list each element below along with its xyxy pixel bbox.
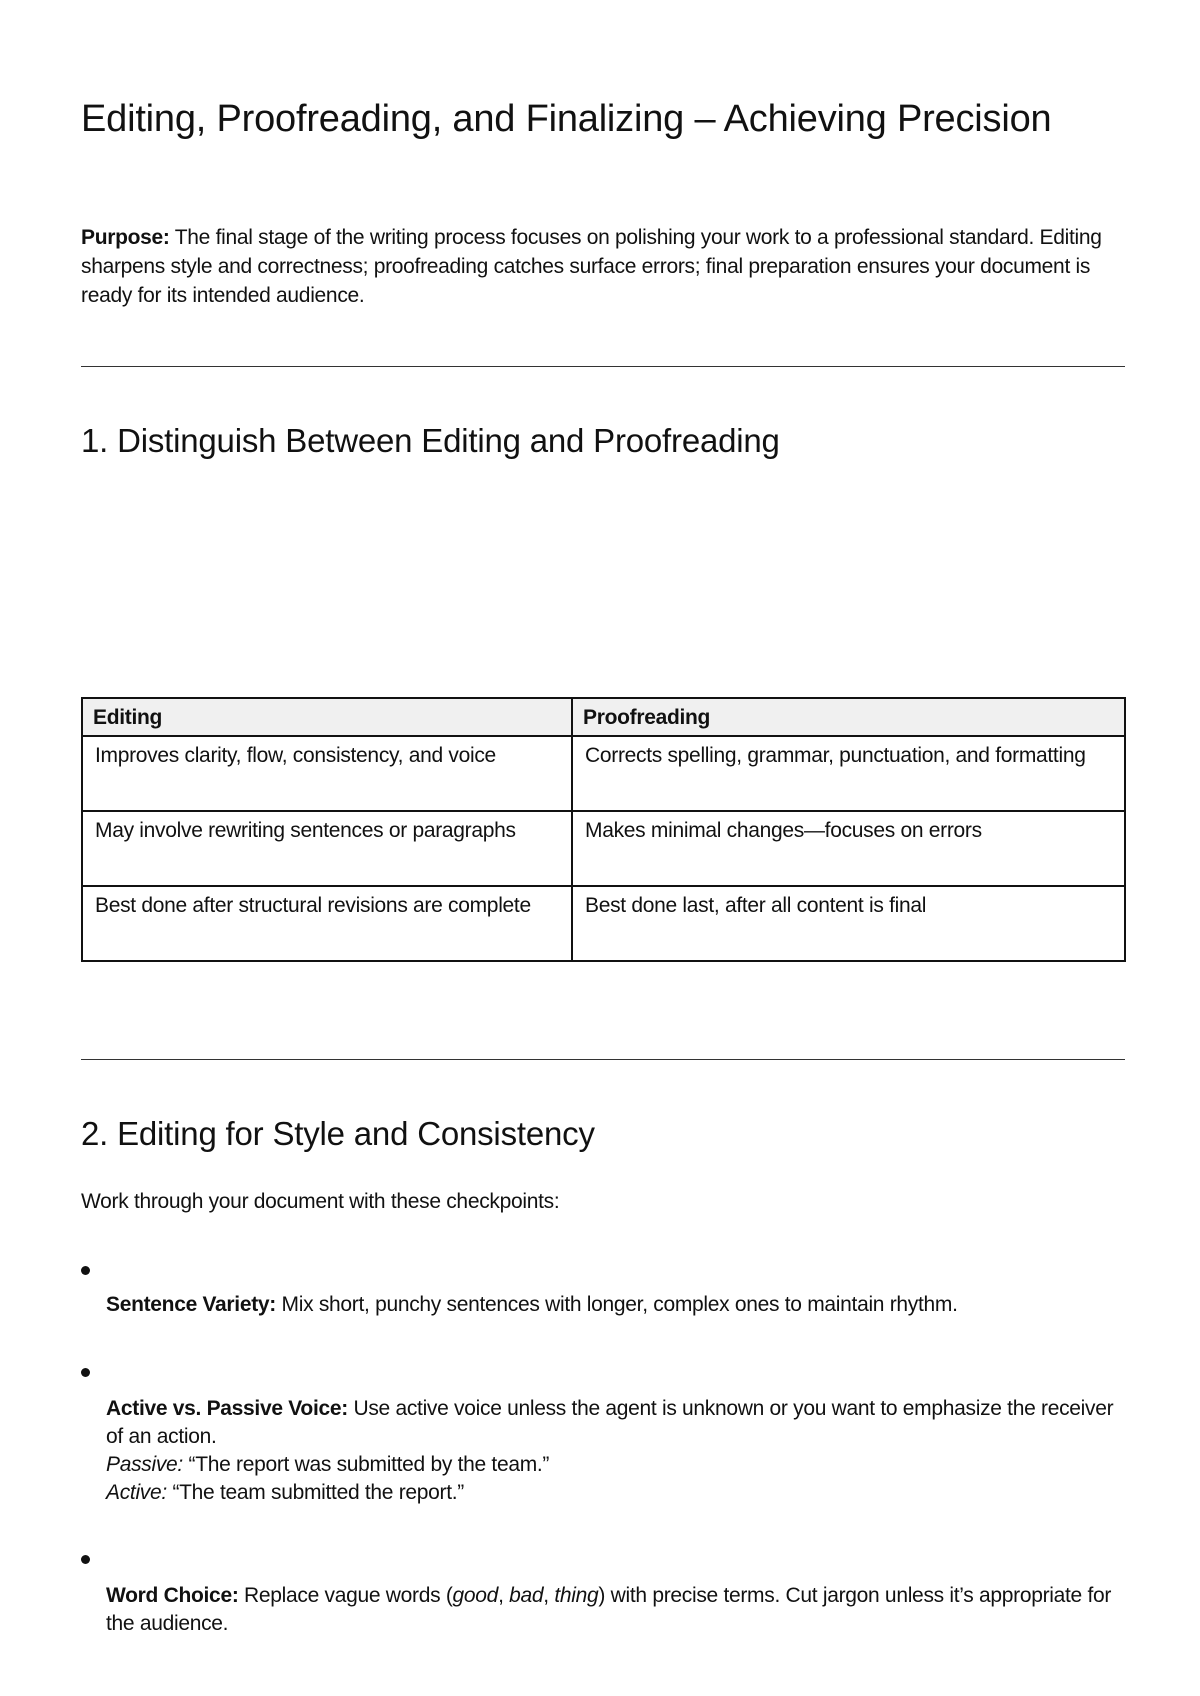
table-row	[82, 886, 1125, 961]
table-row	[82, 811, 1125, 886]
bullet-text: Mix short, punchy sentences with longer, complex ones to maintain rhythm.	[276, 1293, 958, 1316]
bullet-dot-icon	[81, 1266, 90, 1275]
table-cell: Best done after structural revisions are complete	[82, 886, 572, 961]
page-title: Editing, Proofreading, and Finalizing – Achieving Precision	[81, 98, 1052, 140]
passive-example-label: Passive:	[106, 1453, 183, 1476]
purpose-paragraph	[81, 223, 1125, 310]
table-header-proofreading: Proofreading	[572, 698, 1125, 736]
separator: ,	[498, 1584, 510, 1607]
section-2-intro: Work through your document with these checkpoints:	[81, 1190, 560, 1213]
table-cell: Corrects spelling, grammar, punctuation, and formatting	[572, 736, 1125, 811]
bullet-dot-icon	[81, 1555, 90, 1564]
bullet-text: Replace vague words (	[238, 1584, 453, 1607]
passive-example: “The report was submitted by the team.”	[182, 1453, 550, 1476]
table-row	[82, 736, 1125, 811]
horizontal-divider	[81, 366, 1125, 367]
section-2-heading: 2. Editing for Style and Consistency	[81, 1115, 595, 1152]
vague-word-example: thing	[554, 1584, 599, 1607]
purpose-label: Purpose:	[81, 226, 170, 249]
table-cell: Makes minimal changes—focuses on errors	[572, 811, 1125, 886]
table-cell: May involve rewriting sentences or paragraphs	[82, 811, 572, 886]
table-header-row	[82, 698, 1125, 736]
document-page	[81, 0, 1125, 1696]
active-example: “The team submitted the report.”	[166, 1481, 464, 1504]
separator: ,	[543, 1584, 555, 1607]
comparison-table	[81, 697, 1126, 962]
bullet-text: ) with precise terms. Cut jargon unless it’s appropriate for the audience.	[106, 1584, 1112, 1635]
table-cell: Improves clarity, flow, consistency, and voice	[82, 736, 572, 811]
horizontal-divider	[81, 1059, 1125, 1060]
bullet-label: Word Choice:	[106, 1584, 239, 1607]
table-cell: Best done last, after all content is final	[572, 886, 1125, 961]
vague-word-example: good	[452, 1584, 499, 1607]
bullet-label: Active vs. Passive Voice:	[106, 1397, 348, 1420]
bullet-active-passive-voice	[106, 1395, 1126, 1507]
section-1-heading: 1. Distinguish Between Editing and Proofreading	[81, 422, 780, 459]
bullet-label: Sentence Variety:	[106, 1293, 276, 1316]
bullet-dot-icon	[81, 1368, 90, 1377]
vague-word-example: bad	[509, 1584, 544, 1607]
table-header-editing: Editing	[82, 698, 572, 736]
active-example-label: Active:	[106, 1481, 167, 1504]
bullet-word-choice	[106, 1582, 1126, 1638]
bullet-text: Use active voice unless the agent is unknown or you want to emphasize the receiver of an action.	[106, 1397, 1114, 1448]
purpose-text: The final stage of the writing process focuses on polishing your work to a professional standard. Editing sharpens style and correctness; proofreading catches surface errors; final preparation ensures your document is ready for its intended audience.	[81, 226, 1102, 307]
bullet-sentence-variety	[106, 1291, 1126, 1319]
